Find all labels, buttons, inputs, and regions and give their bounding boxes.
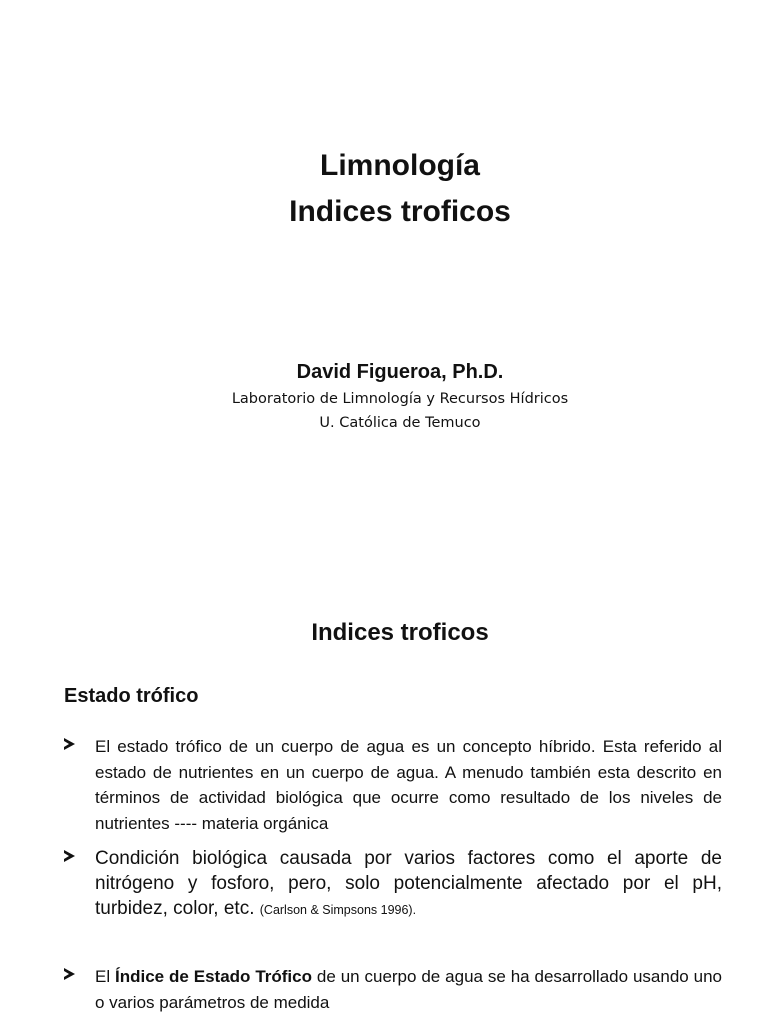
section-heading: Estado trófico [64, 685, 199, 707]
bullet-text: Condición biológica causada por varios factores como el aporte de nitrógeno y fosforo, pero, solo potencialmente afectado por el pH, turbidez, color, etc. [95, 848, 722, 919]
bullet-item [64, 734, 722, 836]
bullet-item [64, 846, 722, 923]
arrow-bullet-icon [64, 964, 84, 982]
bullet-text-wrapper [95, 846, 722, 923]
arrow-bullet-icon [64, 734, 84, 752]
citation: (Carlson & Simpsons 1996). [259, 903, 417, 917]
slide-title: Indices troficos [311, 619, 489, 646]
bullet-text-after: de un cuerpo de agua se ha desarrollado usando uno o varios parámetros de medida [95, 967, 722, 1012]
affiliation-lab: Laboratorio de Limnología y Recursos Hídricos [231, 391, 569, 407]
content-slide [0, 512, 768, 1024]
bullet-text-bold: Índice de Estado Trófico [115, 967, 312, 986]
author-name: David Figueroa, Ph.D. [296, 361, 504, 383]
arrow-bullet-icon [64, 846, 84, 864]
bullet-text-before: El [95, 967, 111, 986]
affiliation-university: U. Católica de Temuco [319, 415, 481, 431]
bullet-text-wrapper [95, 964, 722, 1015]
slide-title-line2: Indices troficos [289, 195, 511, 228]
bullet-item [64, 964, 722, 1015]
slide-title-line1: Limnología [320, 149, 480, 182]
bullet-text: El estado trófico de un cuerpo de agua es un concepto híbrido. Esta referido al estado de nutrientes en un cuerpo de agua. A menudo también esta descrito en términos de actividad biológica que ocurre como resultado de los niveles de nutrientes ---- materia orgánica [95, 737, 722, 833]
